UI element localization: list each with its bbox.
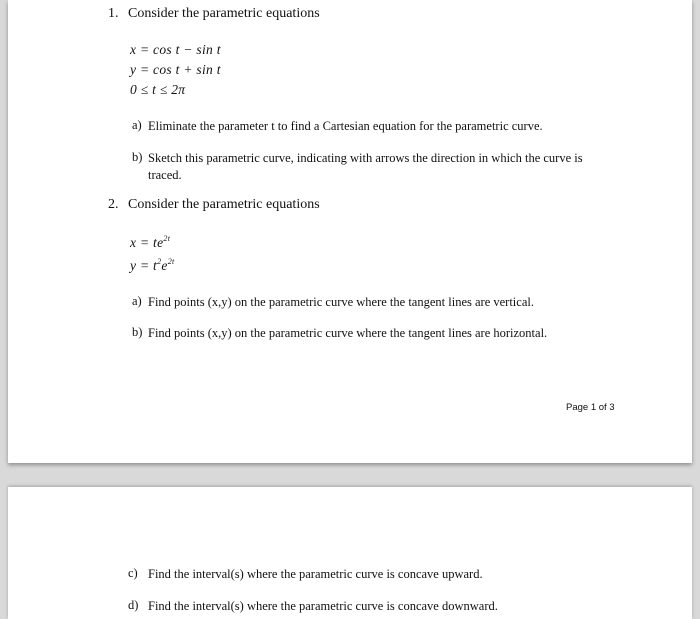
q2-part-b-text: Find points (x,y) on the parametric curve where the tangent lines are horizontal. bbox=[148, 326, 548, 340]
equation-2-x: $x = te^{2t}$ bbox=[130, 234, 171, 250]
q2-part-a-text: Find points (x,y) on the parametric curve where the tangent lines are vertical. bbox=[148, 295, 534, 309]
question-2-prompt: Consider the parametric equations bbox=[128, 197, 320, 212]
document-page-1 bbox=[8, 0, 692, 463]
q2-part-d-text: Find the interval(s) where the parametric curve is concave downward. bbox=[148, 599, 498, 613]
equation-y: y = cos t + sin t bbox=[130, 62, 221, 77]
q2-part-c-label: c) bbox=[128, 566, 138, 580]
document-page-2 bbox=[8, 487, 692, 619]
question-1-number: 1. bbox=[108, 6, 119, 21]
q2-part-d-label: d) bbox=[128, 598, 139, 612]
q2-part-b-label: b) bbox=[132, 325, 143, 339]
q2-part-a-label: a) bbox=[132, 294, 142, 308]
parameter-range: 0 ≤ t ≤ 2π bbox=[130, 82, 186, 97]
question-2-number: 2. bbox=[108, 197, 119, 212]
equation-x: x = cos t − sin t bbox=[130, 42, 221, 57]
q1-part-b-text: Sketch this parametric curve, indicating with arrows the direction in which the curve is traced. bbox=[148, 151, 583, 182]
q1-part-b-label: b) bbox=[132, 150, 143, 164]
question-1-prompt: Consider the parametric equations bbox=[128, 6, 320, 21]
q2-part-c-text: Find the interval(s) where the parametric curve is concave upward. bbox=[148, 567, 483, 581]
equation-2-y: $y = t^2e^{2t}$ bbox=[130, 257, 175, 273]
q1-part-a-label: a) bbox=[132, 118, 142, 132]
page-number-footer: Page 1 of 3 bbox=[566, 402, 615, 413]
q1-part-a-text: Eliminate the parameter t to find a Cartesian equation for the parametric curve. bbox=[148, 119, 543, 133]
